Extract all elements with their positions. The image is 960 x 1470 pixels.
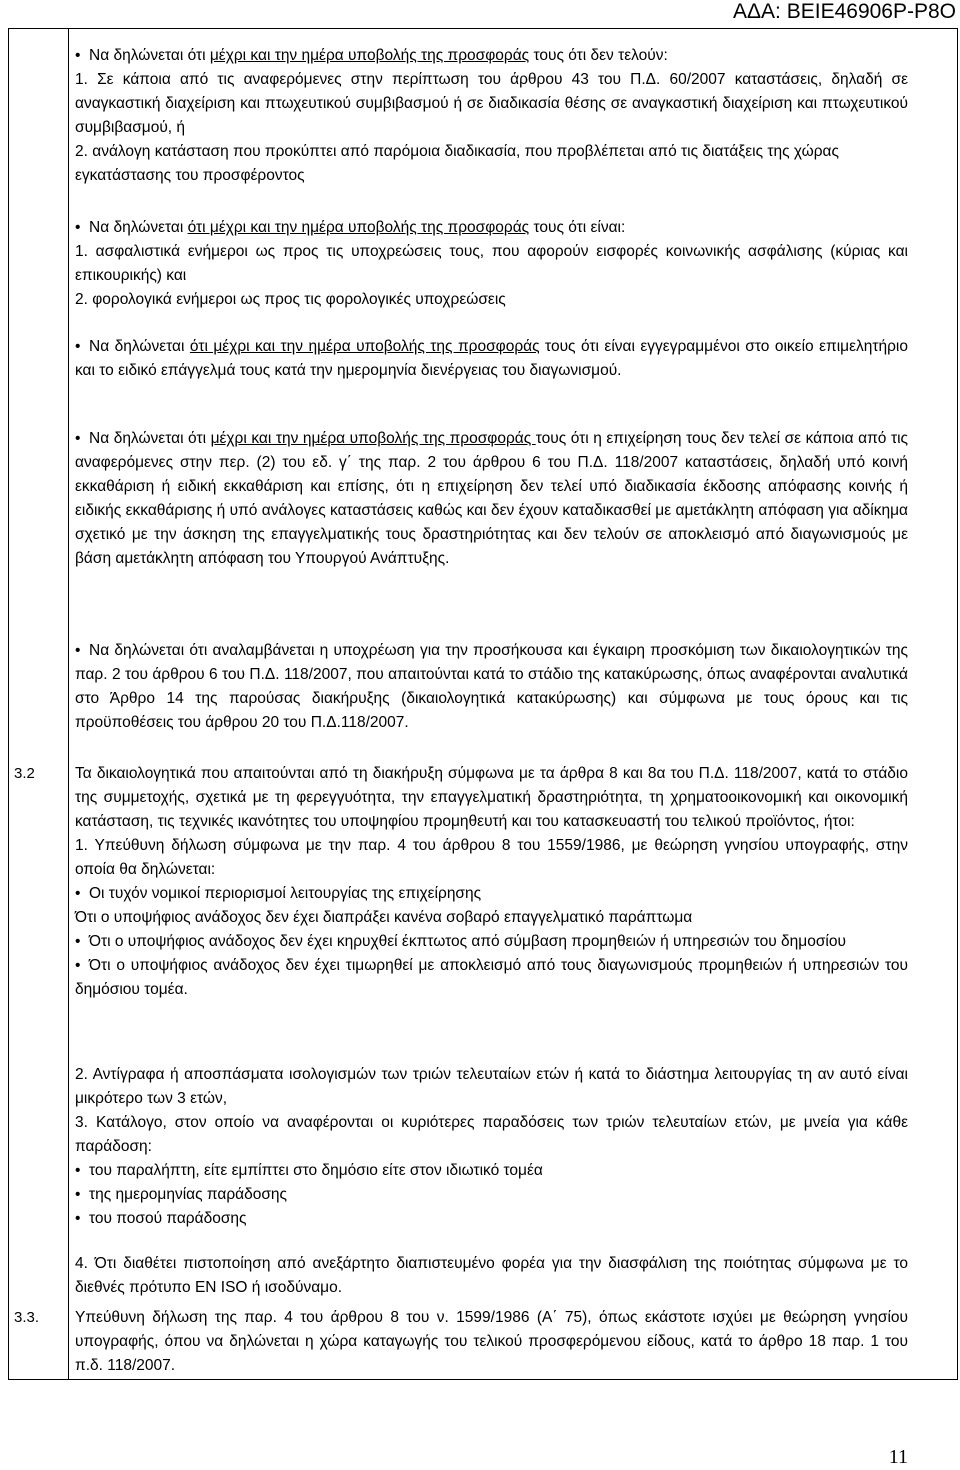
bullet-icon: • bbox=[75, 885, 81, 902]
bullet-icon: • bbox=[75, 430, 81, 447]
paragraph: 2. ανάλογη κατάσταση που προκύπτει από παρόμοια διαδικασία, που προβλέπεται από τις διατάξεις της χώρας εγκατάστασης του προσφέροντος bbox=[75, 143, 839, 184]
bullet-item: • Οι τυχόν νομικοί περιορισμοί λειτουργίας της επιχείρησης bbox=[75, 882, 908, 906]
column-divider bbox=[68, 28, 69, 1380]
bullet-icon: • bbox=[75, 642, 81, 659]
bullet-paragraph: • Να δηλώνεται ότι μέχρι και την ημέρα υποβολής της προσφοράς τους ότι η επιχείρηση τους δεν τελεί σε κάποια από τις αναφερόμενες στην περ. (2) του εδ. γ΄ της παρ. 2 του άρθρου 6 του Π.Δ. 118/2007 καταστάσεις, δηλαδή υπό κοινή εκκαθάριση ή ειδική εκκαθάριση και επίσης, ότι η επιχείρηση δεν τελεί υπό διαδικασία έκδοσης απόφασης κοινής ή ειδικής εκκαθάρισης ή υπό ανάλογες καταστάσεις καθώς και δεν έχουν καταδικασθεί με αμετάκλητη απόφαση για αδίκημα σχετικό με την άσκηση της επαγγελματικής τους δραστηριότητας και δεν τελούν σε αποκλεισμό από διαγωνισμούς με βάση αμετάκλητη απόφαση του Υπουργού Ανάπτυξης. bbox=[75, 427, 908, 571]
bullet-paragraph: • Να δηλώνεται ότι μέχρι και την ημέρα υποβολής της προσφοράς τους ότι δεν τελούν: bbox=[75, 44, 908, 68]
section-number-3-3: 3.3. bbox=[14, 1309, 40, 1326]
paragraph: Υπεύθυνη δήλωση της παρ. 4 του άρθρου 8 του ν. 1599/1986 (Α΄ 75), όπως εκάστοτε ισχύει με θεώρηση γνησίου υπογραφής, όπου να δηλώνεται η χώρα καταγωγής του τελικού προσφερόμενου είδους, κατά το άρθρο 18 παρ. 1 του π.δ. 118/2007. bbox=[75, 1309, 908, 1374]
bullet-icon: • bbox=[75, 1186, 81, 1203]
block-e bbox=[75, 639, 908, 735]
block-f bbox=[75, 762, 908, 1002]
block-h bbox=[75, 1252, 908, 1300]
block-c bbox=[75, 335, 908, 383]
bullet-icon: • bbox=[75, 219, 81, 236]
paragraph: 4. Ότι διαθέτει πιστοποίηση από ανεξάρτητο διαπιστευμένο φορέα για την διασφάλιση της ποιότητας σύμφωνα με το διεθνές πρότυπο EN ISO ή ισοδύναμο. bbox=[75, 1255, 908, 1296]
bullet-icon: • bbox=[75, 1162, 81, 1179]
bullet-icon: • bbox=[75, 1210, 81, 1227]
block-g bbox=[75, 1063, 908, 1231]
bullet-item: • της ημερομηνίας παράδοσης bbox=[75, 1183, 908, 1207]
bullet-icon: • bbox=[75, 338, 81, 355]
bullet-paragraph: • Να δηλώνεται ότι αναλαμβάνεται η υποχρέωση για την προσήκουσα και έγκαιρη προσκόμιση των δικαιολογητικών της παρ. 2 του άρθρου 6 του Π.Δ. 118/2007, που απαιτούνται κατά το στάδιο της κατακύρωσης, όπως αναφέρονται αναλυτικά στο Άρθρο 14 της παρούσας διακήρυξης (δικαιολογητικά κατακύρωσης) και σύμφωνα με τους όρους και τις προϋποθέσεις του άρθρου 20 του Π.Δ.118/2007. bbox=[75, 639, 908, 735]
bullet-paragraph: • Να δηλώνεται ότι μέχρι και την ημέρα υποβολής της προσφοράς τους ότι είναι εγγεγραμμένοι στο οικείο επιμελητήριο και το ειδικό επάγγελμά τους κατά την ημερομηνία διενέργειας του διαγωνισμού. bbox=[75, 335, 908, 383]
paragraph: Ότι ο υποψήφιος ανάδοχος δεν έχει διαπράξει κανένα σοβαρό επαγγελματικό παράπτωμα bbox=[75, 909, 693, 926]
block-d bbox=[75, 427, 908, 571]
bullet-item: • Ότι ο υποψήφιος ανάδοχος δεν έχει κηρυχθεί έκπτωτος από σύμβαση προμηθειών ή υπηρεσιών του δημοσίου bbox=[75, 930, 908, 954]
paragraph: 3. Κατάλογο, στον οποίο να αναφέρονται οι κυριότερες παραδόσεις των τριών τελευταίων ετών, με μνεία για κάθε παράδοση: bbox=[75, 1114, 908, 1155]
paragraph: 1. Υπεύθυνη δήλωση σύμφωνα με την παρ. 4 του άρθρου 8 του 1559/1986, με θεώρηση γνησίου υπογραφής, στην οποία θα δηλώνεται: bbox=[75, 837, 908, 878]
ada-code: ΑΔΑ: ΒΕΙΕ46906Ρ-Ρ8Ο bbox=[733, 0, 956, 23]
paragraph: 2. φορολογικά ενήμεροι ως προς τις φορολογικές υποχρεώσεις bbox=[75, 291, 506, 308]
paragraph: 1. Σε κάποια από τις αναφερόμενες στην περίπτωση του άρθρου 43 του Π.Δ. 60/2007 καταστάσεις, δηλαδή σε αναγκαστική διαχείριση και πτωχευτικού συμβιβασμού ή σε διαδικασία θέσης σε αναγκαστική διαχείριση και πτωχευτικού συμβιβασμού, ή bbox=[75, 71, 908, 136]
bullet-icon: • bbox=[75, 47, 81, 64]
page-number: 11 bbox=[888, 1446, 908, 1468]
block-b bbox=[75, 216, 908, 312]
bullet-item: • του ποσού παράδοσης bbox=[75, 1207, 908, 1231]
section-number-3-2: 3.2 bbox=[14, 765, 35, 782]
block-i bbox=[75, 1306, 908, 1378]
bullet-item: • του παραλήπτη, είτε εμπίπτει στο δημόσιο είτε στον ιδιωτικό τομέα bbox=[75, 1159, 908, 1183]
paragraph: 1. ασφαλιστικά ενήμεροι ως προς τις υποχρεώσεις τους, που αφορούν εισφορές κοινωνικής ασφάλισης (κύριας και επικουρικής) και bbox=[75, 243, 908, 284]
block-a bbox=[75, 44, 908, 188]
paragraph: Τα δικαιολογητικά που απαιτούνται από τη διακήρυξη σύμφωνα με τα άρθρα 8 και 8α του Π.Δ. 118/2007, κατά το στάδιο της συμμετοχής, σχετικά με τη φερεγγυότητα, την επαγγελματική δραστηριότητα, τη χρηματοοικονομική και οικονομική κατάσταση, τις τεχνικές ικανότητες του υποψηφίου προμηθευτή και του κατασκευαστή του τελικού προϊόντος, ήτοι: bbox=[75, 765, 908, 830]
bullet-item: • Ότι ο υποψήφιος ανάδοχος δεν έχει τιμωρηθεί με αποκλεισμό από τους διαγωνισμούς προμηθειών ή υπηρεσιών του δημόσιου τομέα. bbox=[75, 954, 908, 1002]
bullet-icon: • bbox=[75, 933, 81, 950]
bullet-paragraph: • Να δηλώνεται ότι μέχρι και την ημέρα υποβολής της προσφοράς τους ότι είναι: bbox=[75, 216, 908, 240]
bullet-icon: • bbox=[75, 957, 81, 974]
paragraph: 2. Αντίγραφα ή αποσπάσματα ισολογισμών των τριών τελευταίων ετών ή κατά το διάστημα λειτουργίας τη αν αυτό είναι μικρότερο των 3 ετών, bbox=[75, 1066, 908, 1107]
